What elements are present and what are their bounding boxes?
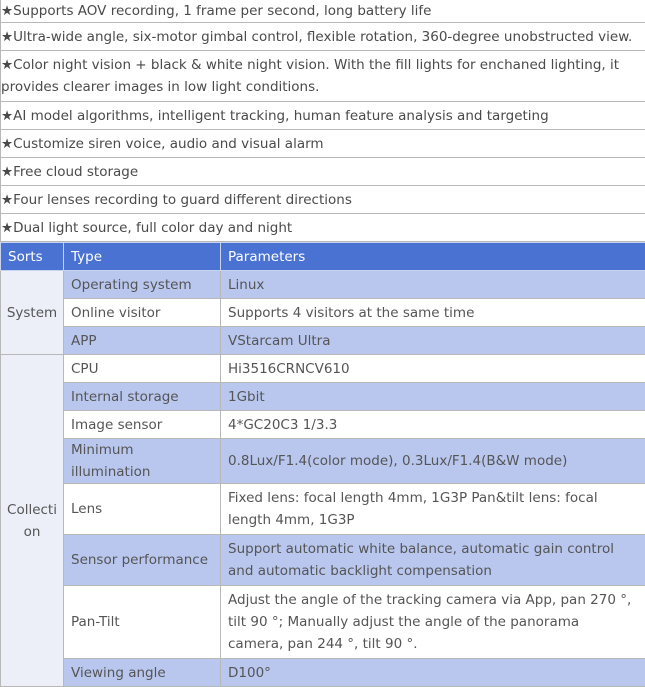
feature-item: ★Ultra-wide angle, six-motor gimbal control, flexible rotation, 360-degree unobstructed view. (1, 23, 645, 51)
table-row (1, 484, 645, 535)
table-row (1, 411, 645, 439)
table-row (1, 659, 645, 687)
feature-item: ★Dual light source, full color day and night (1, 214, 645, 242)
feature-item: ★Customize siren voice, audio and visual alarm (1, 130, 645, 158)
type-cell: Internal storage (64, 383, 221, 411)
parameter-cell: D100° (221, 659, 645, 687)
feature-item: ★Free cloud storage (1, 158, 645, 186)
type-cell: Sensor performance (64, 535, 221, 586)
type-cell: Minimum illumination (64, 439, 221, 484)
sort-cell-collection: Collecti on (1, 355, 64, 687)
table-row (1, 355, 645, 383)
parameter-cell: Hi3516CRNCV610 (221, 355, 645, 383)
feature-list (0, 0, 645, 242)
spec-table-header (1, 243, 645, 271)
header-sorts: Sorts (1, 243, 64, 271)
table-row (1, 271, 645, 299)
spec-table (0, 242, 645, 687)
table-row (1, 535, 645, 586)
type-cell: Lens (64, 484, 221, 535)
header-parameters: Parameters (221, 243, 645, 271)
table-row (1, 439, 645, 484)
table-row (1, 586, 645, 659)
type-cell: Image sensor (64, 411, 221, 439)
parameter-cell: Adjust the angle of the tracking camera via App, pan 270 °, tilt 90 °; Manually adjust the angle of the panorama camera, pan 244 °, tilt 90 °. (221, 586, 645, 659)
table-row (1, 299, 645, 327)
parameter-cell: Support automatic white balance, automatic gain control and automatic backlight compensation (221, 535, 645, 586)
feature-item: ★Four lenses recording to guard different directions (1, 186, 645, 214)
parameter-cell: 1Gbit (221, 383, 645, 411)
sort-cell-system: System (1, 271, 64, 355)
type-cell: Online visitor (64, 299, 221, 327)
table-row (1, 383, 645, 411)
type-cell: APP (64, 327, 221, 355)
type-cell: Operating system (64, 271, 221, 299)
parameter-cell: Supports 4 visitors at the same time (221, 299, 645, 327)
parameter-cell: Linux (221, 271, 645, 299)
feature-item: ★AI model algorithms, intelligent tracking, human feature analysis and targeting (1, 102, 645, 130)
parameter-cell: 4*GC20C3 1/3.3 (221, 411, 645, 439)
parameter-cell: 0.8Lux/F1.4(color mode), 0.3Lux/F1.4(B&W mode) (221, 439, 645, 484)
type-cell: CPU (64, 355, 221, 383)
header-type: Type (64, 243, 221, 271)
parameter-cell: VStarcam Ultra (221, 327, 645, 355)
table-row (1, 327, 645, 355)
feature-item: ★Color night vision + black & white night vision. With the fill lights for enchaned lighting, it provides clearer images in low light conditions. (1, 51, 645, 102)
feature-item: ★Supports AOV recording, 1 frame per second, long battery life (1, 0, 645, 23)
type-cell: Pan-Tilt (64, 586, 221, 659)
parameter-cell: Fixed lens: focal length 4mm, 1G3P Pan&tilt lens: focal length 4mm, 1G3P (221, 484, 645, 535)
type-cell: Viewing angle (64, 659, 221, 687)
